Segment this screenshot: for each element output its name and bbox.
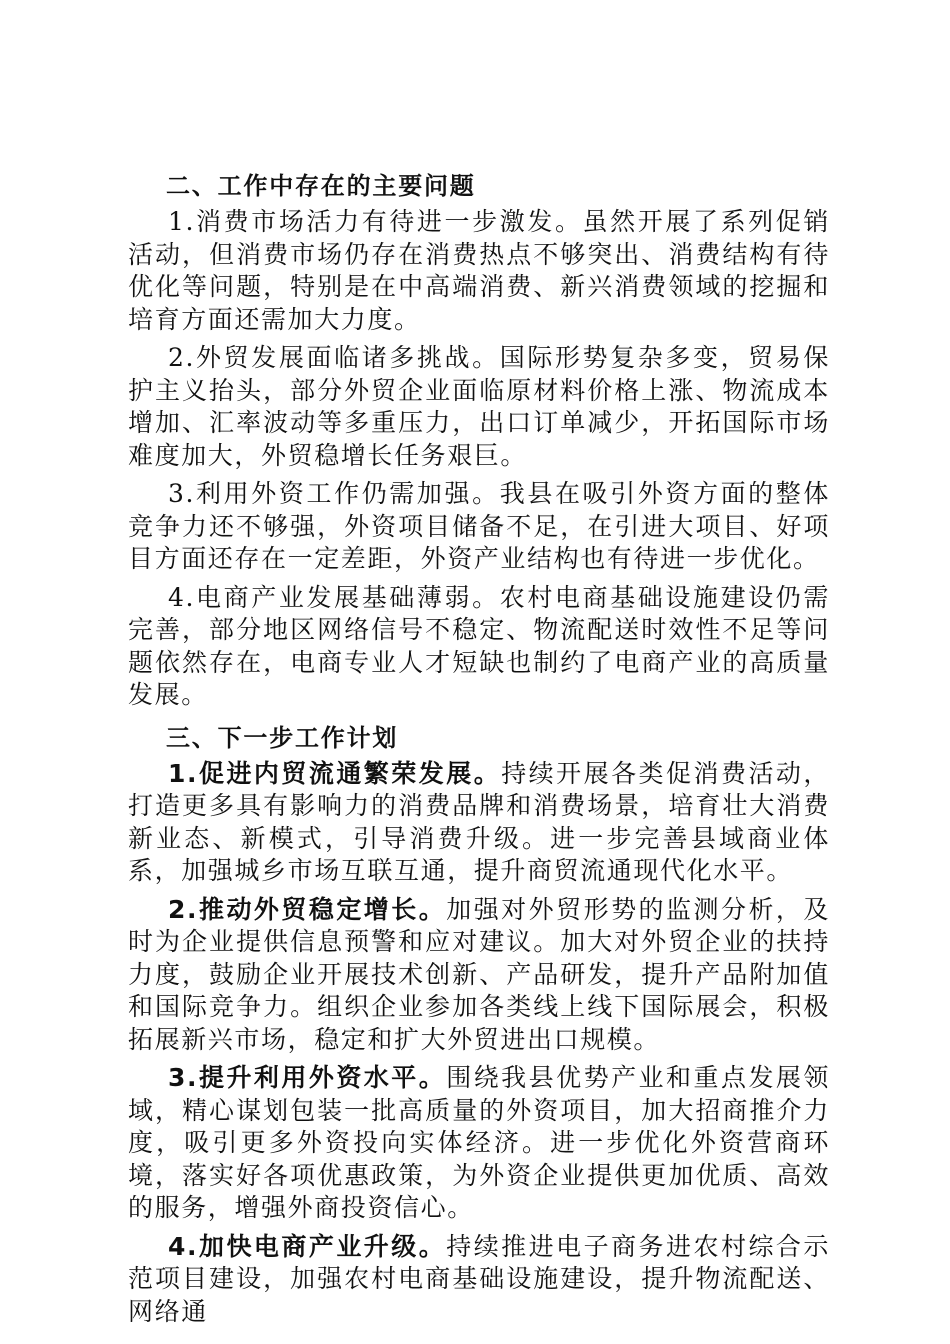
section-3-item-2 bbox=[128, 894, 830, 1057]
section-3-item-2-text: 加强对外贸形势的监测分析，及时为企业提供信息预警和应对建议。加大对外贸企业的扶持力度，鼓励企业开展技术创新、产品研发，提升产品附加值和国际竞争力。组织企业参加各类线上线下国际展会，积极拓展新兴市场，稳定和扩大外贸进出口规模。 bbox=[128, 894, 830, 1054]
section-3-item-1 bbox=[128, 758, 830, 888]
section-2-item-4: 4.电商产业发展基础薄弱。农村电商基础设施建设仍需完善，部分地区网络信号不稳定、物流配送时效性不足等问题依然存在，电商专业人才短缺也制约了电商产业的高质量发展。 bbox=[128, 582, 830, 709]
section-3-heading: 三、下一步工作计划 bbox=[166, 723, 399, 752]
section-2-heading: 二、工作中存在的主要问题 bbox=[166, 172, 476, 200]
section-3-item-4-lead: 4.加快电商产业升级。 bbox=[168, 1231, 447, 1261]
section-3-item-3 bbox=[128, 1062, 830, 1225]
section-2-item-2: 2.外贸发展面临诸多挑战。国际形势复杂多变，贸易保护主义抬头，部分外贸企业面临原材料价格上涨、物流成本增加、汇率波动等多重压力，出口订单减少，开拓国际市场难度加大，外贸稳增长任务艰巨。 bbox=[128, 343, 830, 470]
section-3-item-3-text: 围绕我县优势产业和重点发展领域，精心谋划包装一批高质量的外资项目，加大招商推介力度，吸引更多外资投向实体经济。进一步优化外资营商环境，落实好各项优惠政策，为外资企业提供更加优质、高效的服务，增强外商投资信心。 bbox=[128, 1063, 830, 1222]
document-page bbox=[128, 166, 830, 1334]
section-3-item-3-lead: 3.提升利用外资水平。 bbox=[168, 1063, 447, 1092]
section-3-item-4 bbox=[128, 1231, 830, 1329]
section-3-item-1-lead: 1.促进内贸流通繁荣发展。 bbox=[168, 758, 502, 788]
section-3-item-2-lead: 2.推动外贸稳定增长。 bbox=[168, 894, 447, 924]
section-2-item-3: 3.利用外资工作仍需加强。我县在吸引外资方面的整体竞争力还不够强，外资项目储备不足，在引进大项目、好项目方面还存在一定差距，外资产业结构也有待进一步优化。 bbox=[128, 479, 830, 573]
section-3-item-1-text: 持续开展各类促消费活动，打造更多具有影响力的消费品牌和消费场景，培育壮大消费新业态、新模式，引导消费升级。进一步完善县域商业体系，加强城乡市场互联互通，提升商贸流通现代化水平。 bbox=[128, 758, 830, 885]
section-3-item-4-text: 持续推进电子商务进农村综合示范项目建设，加强农村电商基础设施建设，提升物流配送、网络通 bbox=[128, 1231, 830, 1326]
section-2-item-1: 1.消费市场活力有待进一步激发。虽然开展了系列促销活动，但消费市场仍存在消费热点不够突出、消费结构有待优化等问题，特别是在中高端消费、新兴消费领域的挖掘和培育方面还需加大力度。 bbox=[128, 207, 830, 334]
